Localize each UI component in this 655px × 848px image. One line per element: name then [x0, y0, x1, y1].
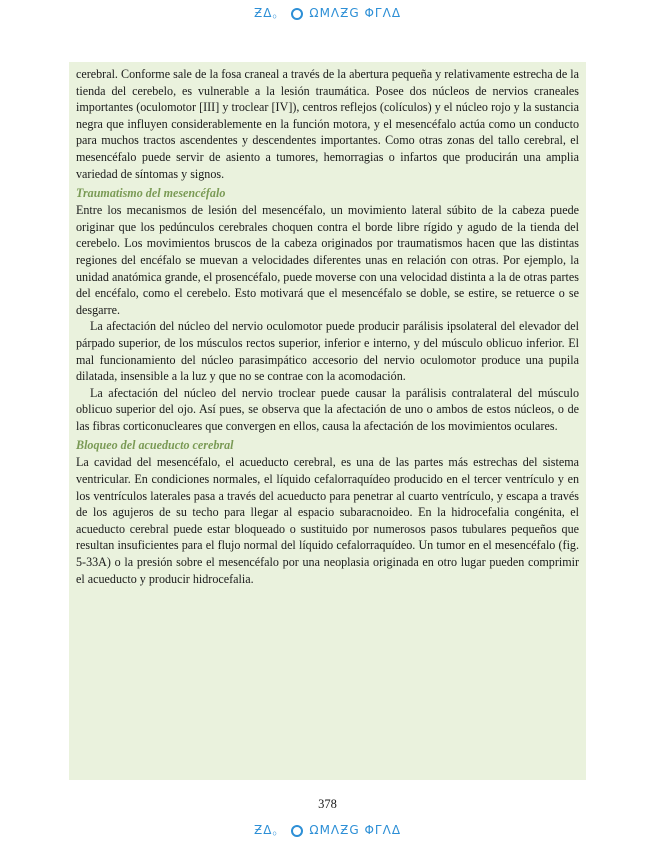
section-heading-traumatismo: Traumatismo del mesencéfalo: [76, 186, 226, 201]
watermark-text-right: ΩMΛƵG ΦΓΛΔ: [309, 823, 402, 837]
page-number: 378: [318, 797, 337, 811]
section-heading-bloqueo: Bloqueo del acueducto cerebral: [76, 438, 234, 453]
ring-icon: [291, 825, 303, 837]
ring-icon: [291, 8, 303, 20]
watermark-bottom: [0, 821, 655, 839]
section-1-paragraph-3: La afectación del núcleo del nervio troclear puede causar la parálisis contralateral del músculo oblicuo superior del ojo. Así pues, se observa que la afectación de uno o ambos de estos núcleos, o de las fibras corticonucleares que convergen en ellos, causa la afectación de los movimientos oculares.: [76, 385, 579, 433]
section-2-paragraph-1: La cavidad del mesencéfalo, el acueducto cerebral, es una de las partes más estrechas del sistema ventricular. En condiciones normales, el líquido cefalorraquídeo producido en el tercer ventrículo y en los ventrículos laterales pasa a través del acueducto para penetrar al cuarto ventrículo, y escapa a través de los agujeros de su techo para llegar al espacio subaracnoideo. En la hidrocefalia congénita, el acueducto cerebral puede estar bloqueado o sustituido por numerosos pasos tubulares pequeños que resultan insuficientes para el flujo normal del líquido cefalorraquídeo. Un tumor en el mesencéfalo (fig. 5-33A) o la presión sobre el mesencéfalo por una neoplasia originada en otro lugar pueden comprimir el acueducto y producir hidrocefalia.: [76, 455, 579, 586]
paragraph-intro: cerebral. Conforme sale de la fosa craneal a través de la abertura pequeña y relativamente estrecha de la tienda del cerebelo, es vulnerable a la lesión traumática. Posee dos núcleos de nervios craneales importantes (oculomotor [III] y troclear [IV]), centros reflejos (colículos) y el núcleo rojo y la sustancia negra que influyen considerablemente en la función motora, y el mesencéfalo actúa como un conducto para muchos tractos ascendentes y descendentes importantes. Como otras zonas del tallo cerebral, el mesencéfalo puede servir de asiento a tumores, hemorragias o infartos que producirán una amplia variedad de síntomas y signos.: [76, 67, 579, 181]
watermark-text-left: ƵΔ。: [253, 6, 286, 20]
watermark-top: [0, 4, 655, 22]
watermark-text-right: ΩMΛƵG ΦΓΛΔ: [309, 6, 402, 20]
watermark-text-left: ƵΔ。: [253, 823, 286, 837]
section-1-paragraph-2: La afectación del núcleo del nervio oculomotor puede producir parálisis ipsolateral del elevador del párpado superior, de los músculos rectos superior, inferior e interno, y del músculo oblicuo inferior. El mal funcionamiento del núcleo parasimpático accesorio del nervio oculomotor produce una pupila dilatada, insensible a la luz y que no se contrae con la acomodación.: [76, 319, 579, 384]
section-1-paragraph-1: Entre los mecanismos de lesión del mesencéfalo, un movimiento lateral súbito de la cabeza puede originar que los pedúnculos cerebrales choquen contra el borde libre rígido y agudo de la tienda del cerebelo. Los movimientos bruscos de la cabeza originados por traumatismos hacen que las distintas regiones del encéfalo se muevan a velocidades diferentes unas en relación con otras. Por ejemplo, la unidad anatómica grande, el prosencéfalo, puede moverse con una velocidad distinta a la de otras partes del encéfalo, como el cerebelo. Esto motivará que el mesencéfalo se doble, se estire, se retuerce o se desgarre.: [76, 203, 579, 317]
content-panel: [69, 62, 586, 780]
